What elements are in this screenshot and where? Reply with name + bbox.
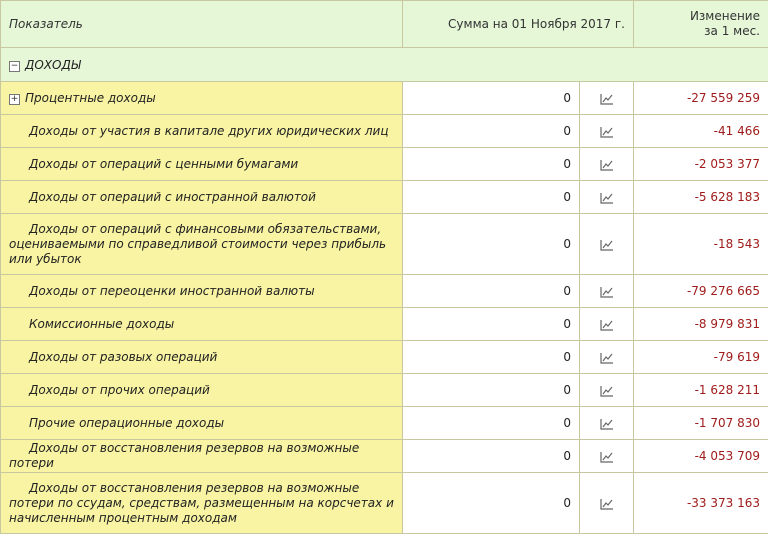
row-change: -41 466 bbox=[634, 115, 768, 148]
row-label-cell bbox=[1, 275, 403, 308]
table-row bbox=[1, 148, 768, 181]
line-chart-icon bbox=[600, 286, 614, 298]
row-label: Доходы от операций с иностранной валютой bbox=[9, 190, 316, 204]
row-label: Доходы от участия в капитале других юридических лиц bbox=[9, 124, 389, 138]
line-chart-icon bbox=[600, 385, 614, 397]
row-label: Доходы от переоценки иностранной валюты bbox=[9, 284, 315, 298]
row-change: -33 373 163 bbox=[634, 473, 768, 534]
table-row bbox=[1, 407, 768, 440]
row-value: 0 bbox=[403, 407, 580, 440]
line-chart-icon bbox=[600, 352, 614, 364]
line-chart-icon bbox=[600, 451, 614, 463]
row-label: Доходы от восстановления резервов на возможные потери bbox=[9, 441, 359, 470]
section-label: ДОХОДЫ bbox=[25, 58, 81, 72]
row-label-cell bbox=[1, 181, 403, 214]
row-value: 0 bbox=[403, 275, 580, 308]
row-label-cell bbox=[1, 440, 403, 473]
row-label-cell bbox=[1, 308, 403, 341]
row-change: -1 707 830 bbox=[634, 407, 768, 440]
row-change: -1 628 211 bbox=[634, 374, 768, 407]
line-chart-icon bbox=[600, 126, 614, 138]
chart-button[interactable] bbox=[580, 374, 634, 407]
chart-button[interactable] bbox=[580, 148, 634, 181]
line-chart-icon bbox=[600, 239, 614, 251]
table-row bbox=[1, 82, 768, 115]
row-change: -2 053 377 bbox=[634, 148, 768, 181]
row-label-cell bbox=[1, 407, 403, 440]
row-value: 0 bbox=[403, 148, 580, 181]
chart-button[interactable] bbox=[580, 275, 634, 308]
row-value: 0 bbox=[403, 308, 580, 341]
table-row bbox=[1, 115, 768, 148]
chart-button[interactable] bbox=[580, 181, 634, 214]
row-label-cell bbox=[1, 214, 403, 275]
column-header-name: Показатель bbox=[1, 1, 403, 48]
chart-button[interactable] bbox=[580, 407, 634, 440]
line-chart-icon bbox=[600, 498, 614, 510]
row-label: Процентные доходы bbox=[25, 91, 156, 105]
row-label: Прочие операционные доходы bbox=[9, 416, 224, 430]
minus-box-icon[interactable]: − bbox=[9, 61, 20, 72]
line-chart-icon bbox=[600, 319, 614, 331]
row-value: 0 bbox=[403, 115, 580, 148]
line-chart-icon bbox=[600, 159, 614, 171]
table-row bbox=[1, 308, 768, 341]
table-row bbox=[1, 275, 768, 308]
section-row-income[interactable] bbox=[1, 48, 768, 82]
column-header-change-line2: за 1 мес. bbox=[704, 24, 760, 38]
chart-button[interactable] bbox=[580, 308, 634, 341]
table-row bbox=[1, 181, 768, 214]
row-label: Доходы от операций с ценными бумагами bbox=[9, 157, 298, 171]
row-change: -79 276 665 bbox=[634, 275, 768, 308]
row-label: Комиссионные доходы bbox=[9, 317, 174, 331]
row-change: -5 628 183 bbox=[634, 181, 768, 214]
row-label-cell bbox=[1, 148, 403, 181]
table-row bbox=[1, 374, 768, 407]
row-label: Доходы от прочих операций bbox=[9, 383, 210, 397]
section-cell[interactable] bbox=[1, 48, 768, 82]
chart-button[interactable] bbox=[580, 214, 634, 275]
row-value: 0 bbox=[403, 374, 580, 407]
row-label-cell[interactable] bbox=[1, 82, 403, 115]
line-chart-icon bbox=[600, 93, 614, 105]
row-value: 0 bbox=[403, 181, 580, 214]
column-header-sum: Сумма на 01 Ноября 2017 г. bbox=[403, 1, 634, 48]
column-header-change-line1: Изменение bbox=[690, 9, 760, 23]
line-chart-icon bbox=[600, 192, 614, 204]
row-value: 0 bbox=[403, 440, 580, 473]
row-change: -79 619 bbox=[634, 341, 768, 374]
row-change: -8 979 831 bbox=[634, 308, 768, 341]
row-label-cell bbox=[1, 341, 403, 374]
chart-button[interactable] bbox=[580, 341, 634, 374]
row-change: -4 053 709 bbox=[634, 440, 768, 473]
row-change: -27 559 259 bbox=[634, 82, 768, 115]
column-header-change bbox=[634, 1, 768, 48]
row-value: 0 bbox=[403, 341, 580, 374]
row-label-cell bbox=[1, 115, 403, 148]
plus-box-icon[interactable]: + bbox=[9, 94, 20, 105]
row-value: 0 bbox=[403, 214, 580, 275]
row-value: 0 bbox=[403, 82, 580, 115]
table-row bbox=[1, 473, 768, 534]
row-label: Доходы от разовых операций bbox=[9, 350, 217, 364]
chart-button[interactable] bbox=[580, 115, 634, 148]
row-label-cell bbox=[1, 374, 403, 407]
row-value: 0 bbox=[403, 473, 580, 534]
table-row bbox=[1, 440, 768, 473]
row-change: -18 543 bbox=[634, 214, 768, 275]
row-label: Доходы от операций с финансовыми обязательствами, оцениваемыми по справедливой стоимости через прибыль или убыток bbox=[9, 222, 386, 266]
row-label-cell bbox=[1, 473, 403, 534]
chart-button[interactable] bbox=[580, 440, 634, 473]
table-row bbox=[1, 214, 768, 275]
table-row bbox=[1, 341, 768, 374]
chart-button[interactable] bbox=[580, 473, 634, 534]
line-chart-icon bbox=[600, 418, 614, 430]
chart-button[interactable] bbox=[580, 82, 634, 115]
header-row bbox=[1, 1, 768, 48]
row-label: Доходы от восстановления резервов на возможные потери по ссудам, средствам, размещенным на корсчетах и начисленным процентным доходам bbox=[9, 481, 394, 525]
